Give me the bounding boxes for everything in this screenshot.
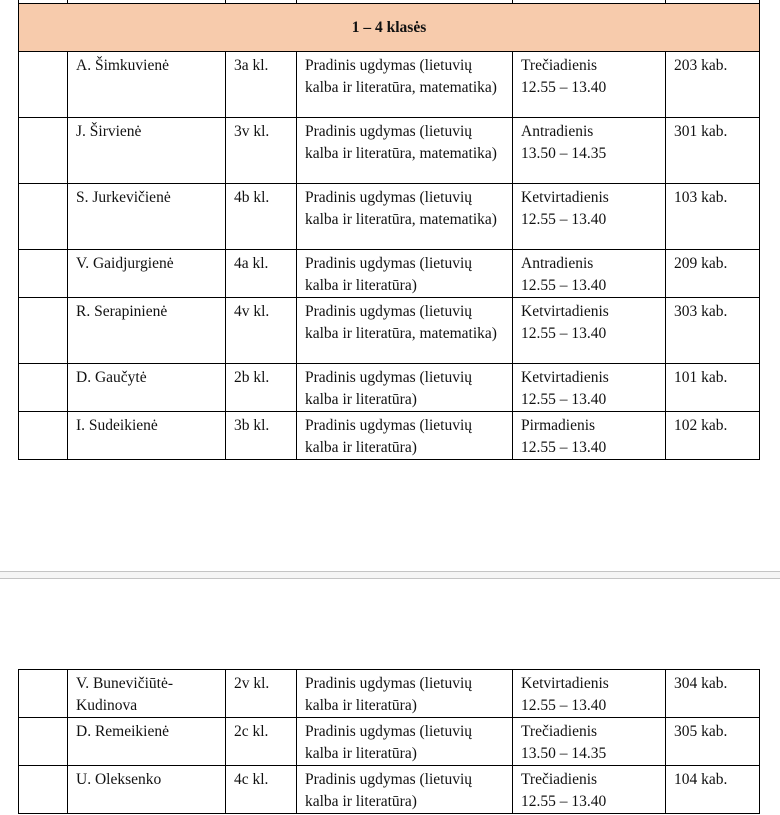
- day: Ketvirtadienis: [521, 675, 609, 692]
- day: Antradienis: [521, 255, 594, 272]
- page-break-separator: [0, 571, 780, 579]
- day: Trečiadienis: [521, 57, 598, 74]
- schedule-cell: [513, 52, 666, 118]
- class-cell: 4a kl.: [226, 250, 297, 298]
- subject-cell: Pradinis ugdymas (lietuvių kalba ir literatūra): [297, 718, 513, 766]
- schedule-table-page-2: [18, 669, 760, 814]
- subject-cell: Pradinis ugdymas (lietuvių kalba ir literatūra): [297, 670, 513, 718]
- class-cell: 4b kl.: [226, 184, 297, 250]
- room-cell: 103 kab.: [666, 184, 760, 250]
- teacher-cell: I. Sudeikienė: [68, 412, 226, 460]
- table-row: [19, 118, 760, 184]
- schedule-cell: [513, 298, 666, 364]
- table-row: [19, 52, 760, 118]
- schedule-cell: [513, 718, 666, 766]
- room-cell: 104 kab.: [666, 766, 760, 814]
- time: 12.55 – 13.40: [521, 793, 607, 810]
- class-cell: 4v kl.: [226, 298, 297, 364]
- class-cell: 3b kl.: [226, 412, 297, 460]
- table-row: [19, 184, 760, 250]
- class-cell: 2v kl.: [226, 670, 297, 718]
- day: Trečiadienis: [521, 723, 598, 740]
- room-cell: 304 kab.: [666, 670, 760, 718]
- subject-cell: Pradinis ugdymas (lietuvių kalba ir literatūra, matematika): [297, 184, 513, 250]
- section-header-row: [19, 4, 760, 52]
- time: 13.50 – 14.35: [521, 145, 607, 162]
- number-cell: [19, 670, 68, 718]
- table-row: [19, 766, 760, 814]
- day: Pirmadienis: [521, 417, 596, 434]
- number-cell: [19, 52, 68, 118]
- time: 12.55 – 13.40: [521, 325, 607, 342]
- table-row: [19, 412, 760, 460]
- room-cell: 203 kab.: [666, 52, 760, 118]
- room-cell: 303 kab.: [666, 298, 760, 364]
- teacher-cell: S. Jurkevičienė: [68, 184, 226, 250]
- day: Ketvirtadienis: [521, 303, 609, 320]
- day: Ketvirtadienis: [521, 189, 609, 206]
- teacher-cell: U. Oleksenko: [68, 766, 226, 814]
- schedule-cell: [513, 118, 666, 184]
- class-cell: 3a kl.: [226, 52, 297, 118]
- table-row: [19, 298, 760, 364]
- time: 12.55 – 13.40: [521, 79, 607, 96]
- class-cell: 2b kl.: [226, 364, 297, 412]
- time: 12.55 – 13.40: [521, 391, 607, 408]
- time: 12.55 – 13.40: [521, 277, 607, 294]
- teacher-cell: V. Bunevičiūtė-Kudinova: [68, 670, 226, 718]
- schedule-cell: [513, 250, 666, 298]
- table-row: [19, 250, 760, 298]
- table-row: [19, 364, 760, 412]
- number-cell: [19, 412, 68, 460]
- number-cell: [19, 298, 68, 364]
- subject-cell: Pradinis ugdymas (lietuvių kalba ir literatūra): [297, 412, 513, 460]
- schedule-cell: [513, 670, 666, 718]
- room-cell: 301 kab.: [666, 118, 760, 184]
- day: Trečiadienis: [521, 771, 598, 788]
- teacher-cell: A. Šimkuvienė: [68, 52, 226, 118]
- number-cell: [19, 250, 68, 298]
- section-title: 1 – 4 klasės: [19, 4, 760, 52]
- room-cell: 101 kab.: [666, 364, 760, 412]
- time: 12.55 – 13.40: [521, 697, 607, 714]
- time: 12.55 – 13.40: [521, 439, 607, 456]
- class-cell: 3v kl.: [226, 118, 297, 184]
- number-cell: [19, 766, 68, 814]
- teacher-cell: R. Serapinienė: [68, 298, 226, 364]
- number-cell: [19, 718, 68, 766]
- schedule-table-page-1: [18, 0, 760, 460]
- class-cell: 4c kl.: [226, 766, 297, 814]
- room-cell: 209 kab.: [666, 250, 760, 298]
- table-row: [19, 670, 760, 718]
- teacher-cell: J. Širvienė: [68, 118, 226, 184]
- number-cell: [19, 118, 68, 184]
- teacher-cell: V. Gaidjurgienė: [68, 250, 226, 298]
- subject-cell: Pradinis ugdymas (lietuvių kalba ir literatūra): [297, 766, 513, 814]
- time: 13.50 – 14.35: [521, 745, 607, 762]
- subject-cell: Pradinis ugdymas (lietuvių kalba ir literatūra, matematika): [297, 118, 513, 184]
- class-cell: 2c kl.: [226, 718, 297, 766]
- room-cell: 102 kab.: [666, 412, 760, 460]
- schedule-cell: [513, 364, 666, 412]
- room-cell: 305 kab.: [666, 718, 760, 766]
- table-row: [19, 718, 760, 766]
- subject-cell: Pradinis ugdymas (lietuvių kalba ir literatūra, matematika): [297, 298, 513, 364]
- number-cell: [19, 364, 68, 412]
- subject-cell: Pradinis ugdymas (lietuvių kalba ir literatūra, matematika): [297, 52, 513, 118]
- schedule-cell: [513, 766, 666, 814]
- subject-cell: Pradinis ugdymas (lietuvių kalba ir literatūra): [297, 250, 513, 298]
- time: 12.55 – 13.40: [521, 211, 607, 228]
- schedule-cell: [513, 412, 666, 460]
- number-cell: [19, 184, 68, 250]
- teacher-cell: D. Gaučytė: [68, 364, 226, 412]
- subject-cell: Pradinis ugdymas (lietuvių kalba ir literatūra): [297, 364, 513, 412]
- day: Ketvirtadienis: [521, 369, 609, 386]
- teacher-cell: D. Remeikienė: [68, 718, 226, 766]
- day: Antradienis: [521, 123, 594, 140]
- schedule-cell: [513, 184, 666, 250]
